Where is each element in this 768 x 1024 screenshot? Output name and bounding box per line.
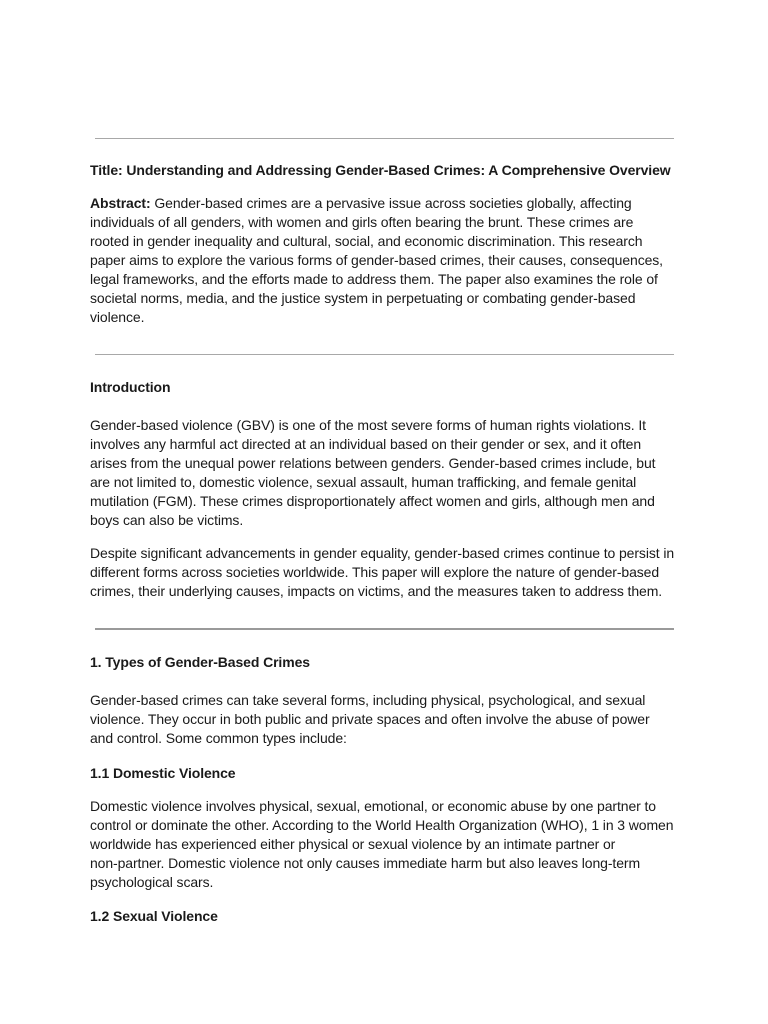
domestic-violence-heading: 1.1 Domestic Violence — [90, 765, 236, 781]
abstract-label: Abstract: — [90, 195, 151, 211]
introduction-paragraph-1 — [90, 416, 680, 530]
sexual-violence-heading: 1.2 Sexual Violence — [90, 908, 218, 924]
introduction-heading: Introduction — [90, 379, 171, 395]
abstract-line: individuals of all genders, with women and girls often bearing the brunt. These crimes are — [90, 214, 634, 230]
text-line: control or dominate the other. According to the World Health Organization (WHO), 1 in 3 women — [90, 817, 674, 833]
text-line: and control. Some common types include: — [90, 730, 347, 746]
text-line: non-partner. Domestic violence not only causes immediate harm but also leaves long-term — [90, 855, 641, 871]
text-line: worldwide has experienced either physical or sexual violence by an intimate partner or — [90, 836, 616, 852]
abstract-paragraph — [90, 194, 680, 327]
abstract-line: rooted in gender inequality and cultural, social, and economic discrimination. This research — [90, 233, 643, 249]
text-line: boys can also be victims. — [90, 512, 244, 528]
abstract-line: societal norms, media, and the justice system in perpetuating or combating gender-based — [90, 290, 636, 306]
text-line: Gender-based violence (GBV) is one of the most severe forms of human rights violations. It — [90, 417, 646, 433]
text-line: violence. They occur in both public and private spaces and often involve the abuse of power — [90, 711, 650, 727]
text-line: different forms across societies worldwide. This paper will explore the nature of gender-based — [90, 564, 660, 580]
text-line: crimes, their underlying causes, impacts on victims, and the measures taken to address them. — [90, 583, 663, 599]
text-line: Domestic violence involves physical, sexual, emotional, or economic abuse by one partner to — [90, 798, 656, 814]
text-line: psychological scars. — [90, 874, 214, 890]
text-line: Despite significant advancements in gender equality, gender-based crimes continue to persist in — [90, 545, 675, 561]
section-divider — [95, 354, 674, 355]
text-line: arises from the unequal power relations between genders. Gender-based crimes include, but — [90, 455, 656, 471]
text-line: are not limited to, domestic violence, sexual assault, human trafficking, and female genital — [90, 474, 637, 490]
types-heading: 1. Types of Gender-Based Crimes — [90, 654, 310, 670]
top-divider — [95, 138, 674, 139]
abstract-line: Gender-based crimes are a pervasive issue across societies globally, affecting — [150, 195, 632, 211]
text-line: mutilation (FGM). These crimes disproportionately affect women and girls, although men and — [90, 493, 655, 509]
abstract-line: paper aims to explore the various forms of gender-based crimes, their causes, consequences, — [90, 252, 663, 268]
domestic-violence-paragraph — [90, 797, 680, 892]
text-line: Gender-based crimes can take several forms, including physical, psychological, and sexual — [90, 692, 646, 708]
abstract-line: violence. — [90, 309, 145, 325]
document-title: Title: Understanding and Addressing Gender-Based Crimes: A Comprehensive Overview — [90, 162, 671, 178]
text-line: involves any harmful act directed at an individual based on their gender or sex, and it often — [90, 436, 642, 452]
introduction-paragraph-2 — [90, 544, 680, 601]
abstract-line: legal frameworks, and the efforts made to address them. The paper also examines the role of — [90, 271, 658, 287]
section-divider — [95, 628, 674, 630]
types-paragraph — [90, 691, 680, 748]
